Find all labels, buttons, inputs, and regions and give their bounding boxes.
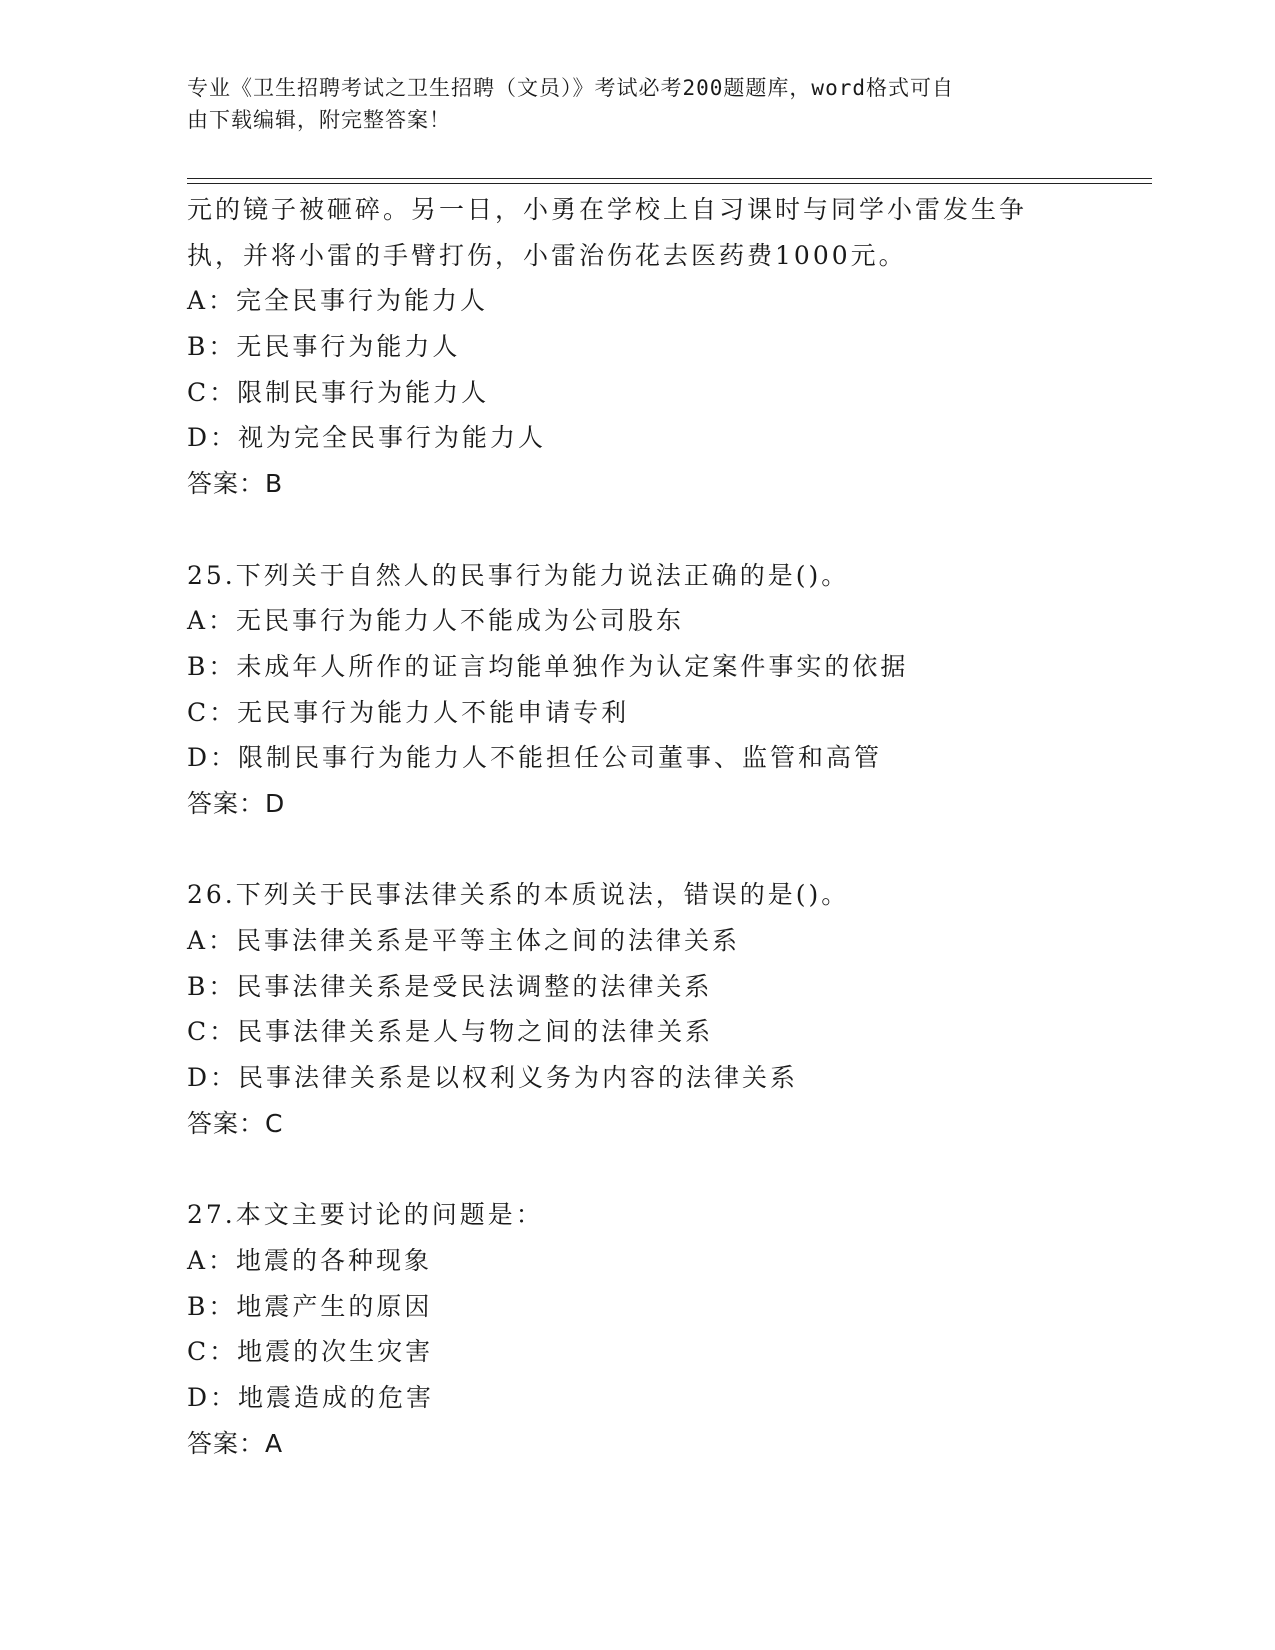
- question-stem: 26.下列关于民事法律关系的本质说法，错误的是()。: [187, 880, 850, 910]
- option-d: D：民事法律关系是以权利义务为内容的法律关系: [187, 1063, 799, 1093]
- spacer: [187, 827, 1147, 873]
- option-a: A：无民事行为能力人不能成为公司股东: [187, 606, 685, 636]
- header-line-1: 专业《卫生招聘考试之卫生招聘（文员）》考试必考200题题库，word格式可自: [187, 76, 954, 100]
- option-c: C：民事法律关系是人与物之间的法律关系: [187, 1017, 714, 1047]
- answer-line: 答案：D: [187, 788, 286, 818]
- document-header: [187, 72, 1067, 136]
- answer-line: 答案：C: [187, 1108, 284, 1138]
- option-a: A：地震的各种现象: [187, 1245, 433, 1275]
- question-content: [187, 187, 1147, 1466]
- question-stem: 27.本文主要讨论的问题是：: [187, 1200, 544, 1230]
- option-c: C：限制民事行为能力人: [187, 377, 490, 407]
- spacer: [187, 1146, 1147, 1192]
- header-line-2: 由下载编辑，附完整答案！: [187, 108, 451, 132]
- question-stem: 25.下列关于自然人的民事行为能力说法正确的是()。: [187, 560, 850, 590]
- header-divider-bottom: [187, 183, 1152, 184]
- option-b: B：地震产生的原因: [187, 1291, 433, 1321]
- question-block-continued: [187, 187, 1147, 507]
- option-b: B：未成年人所作的证言均能单独作为认定案件事实的依据: [187, 651, 909, 681]
- question-stem-line: 执，并将小雷的手臂打伤，小雷治伤花去医药费1000元。: [187, 240, 907, 270]
- question-stem-line: 元的镜子被砸碎。另一日，小勇在学校上自习课时与同学小雷发生争: [187, 195, 1028, 224]
- question-block-26: [187, 872, 1147, 1146]
- spacer: [187, 507, 1147, 553]
- option-c: C：无民事行为能力人不能申请专利: [187, 697, 630, 727]
- answer-line: 答案：B: [187, 469, 284, 499]
- option-c: C：地震的次生灾害: [187, 1337, 434, 1367]
- option-d: D：地震造成的危害: [187, 1382, 435, 1412]
- question-block-27: [187, 1192, 1147, 1466]
- option-a: A：民事法律关系是平等主体之间的法律关系: [187, 926, 741, 955]
- option-b: B：民事法律关系是受民法调整的法律关系: [187, 971, 713, 1001]
- option-d: D：限制民事行为能力人不能担任公司董事、监管和高管: [187, 743, 883, 773]
- answer-line: 答案：A: [187, 1428, 284, 1458]
- header-divider-top: [187, 178, 1152, 179]
- option-a: A：完全民事行为能力人: [187, 286, 489, 316]
- option-b: B：无民事行为能力人: [187, 332, 461, 362]
- option-d: D：视为完全民事行为能力人: [187, 423, 547, 453]
- question-block-25: [187, 553, 1147, 827]
